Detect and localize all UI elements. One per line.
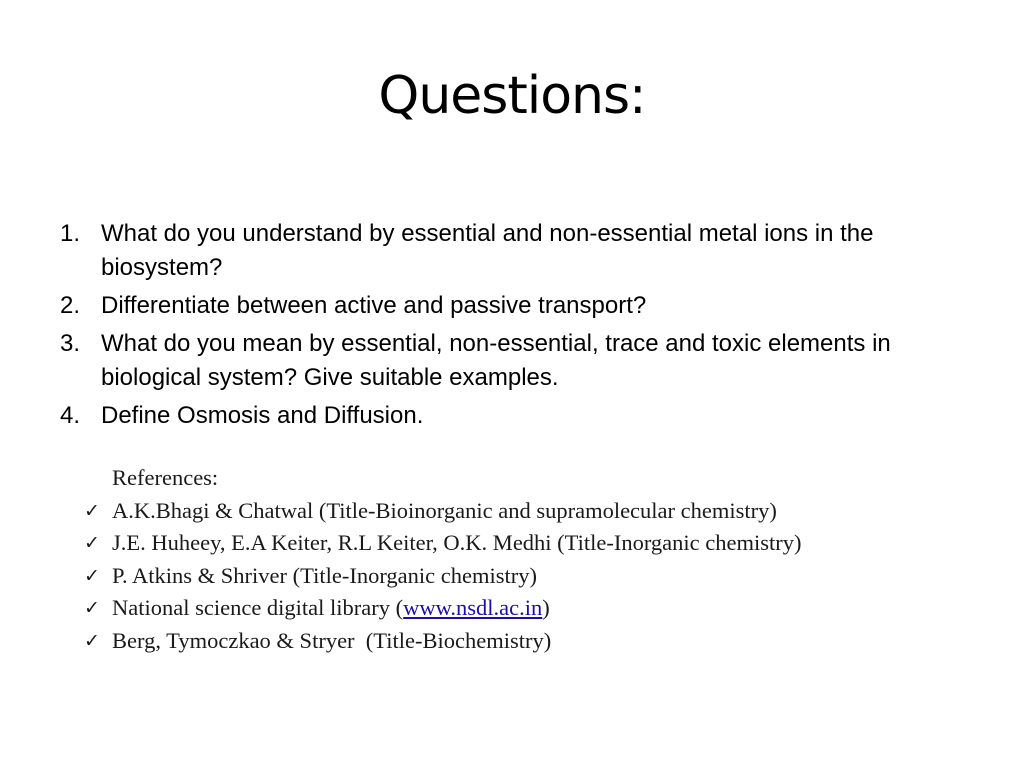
question-number: 2. [60,292,81,319]
checkmark-icon: ✓ [84,629,100,652]
reference-item [84,625,984,658]
references-heading: References: [112,465,219,490]
question-text: Differentiate between active and passive transport? [101,292,647,319]
reference-text: J.E. Huheey, E.A Keiter, R.L Keiter, O.K. Medhi (Title-Inorganic chemistry) [112,530,802,555]
references-block [84,462,984,657]
reference-text-suffix: ) [542,595,550,620]
question-text: What do you understand by essential and non-essential metal ions in the biosystem? [101,220,874,281]
nsdl-link[interactable]: www.nsdl.ac.in [403,595,543,620]
reference-text: P. Atkins & Shriver (Title-Inorganic chemistry) [112,562,537,588]
question-item [60,217,960,285]
question-item [60,327,960,395]
checkmark-icon: ✓ [84,564,100,587]
question-text: What do you mean by essential, non-essential, trace and toxic elements in biological system? Give suitable examples. [101,330,891,391]
reference-item [84,592,984,625]
reference-item [84,495,984,528]
question-number: 3. [60,330,81,357]
reference-text-prefix: National science digital library ( [112,595,404,620]
checkmark-icon: ✓ [84,597,100,619]
reference-text: Berg, Tymoczkao & Stryer (Title-Biochemistry) [112,627,552,653]
reference-text: A.K.Bhagi & Chatwal (Title-Bioinorganic and supramolecular chemistry) [112,497,777,523]
references-list [84,495,984,658]
question-number: 1. [60,220,81,247]
question-item [60,289,960,323]
question-item [60,399,960,433]
reference-item [84,527,984,560]
checkmark-icon: ✓ [84,532,100,554]
question-number: 4. [60,402,81,429]
reference-item [84,560,984,593]
slide-title: Questions: [378,66,646,126]
checkmark-icon: ✓ [84,499,100,522]
question-list [60,217,960,437]
question-text: Define Osmosis and Diffusion. [101,402,424,429]
